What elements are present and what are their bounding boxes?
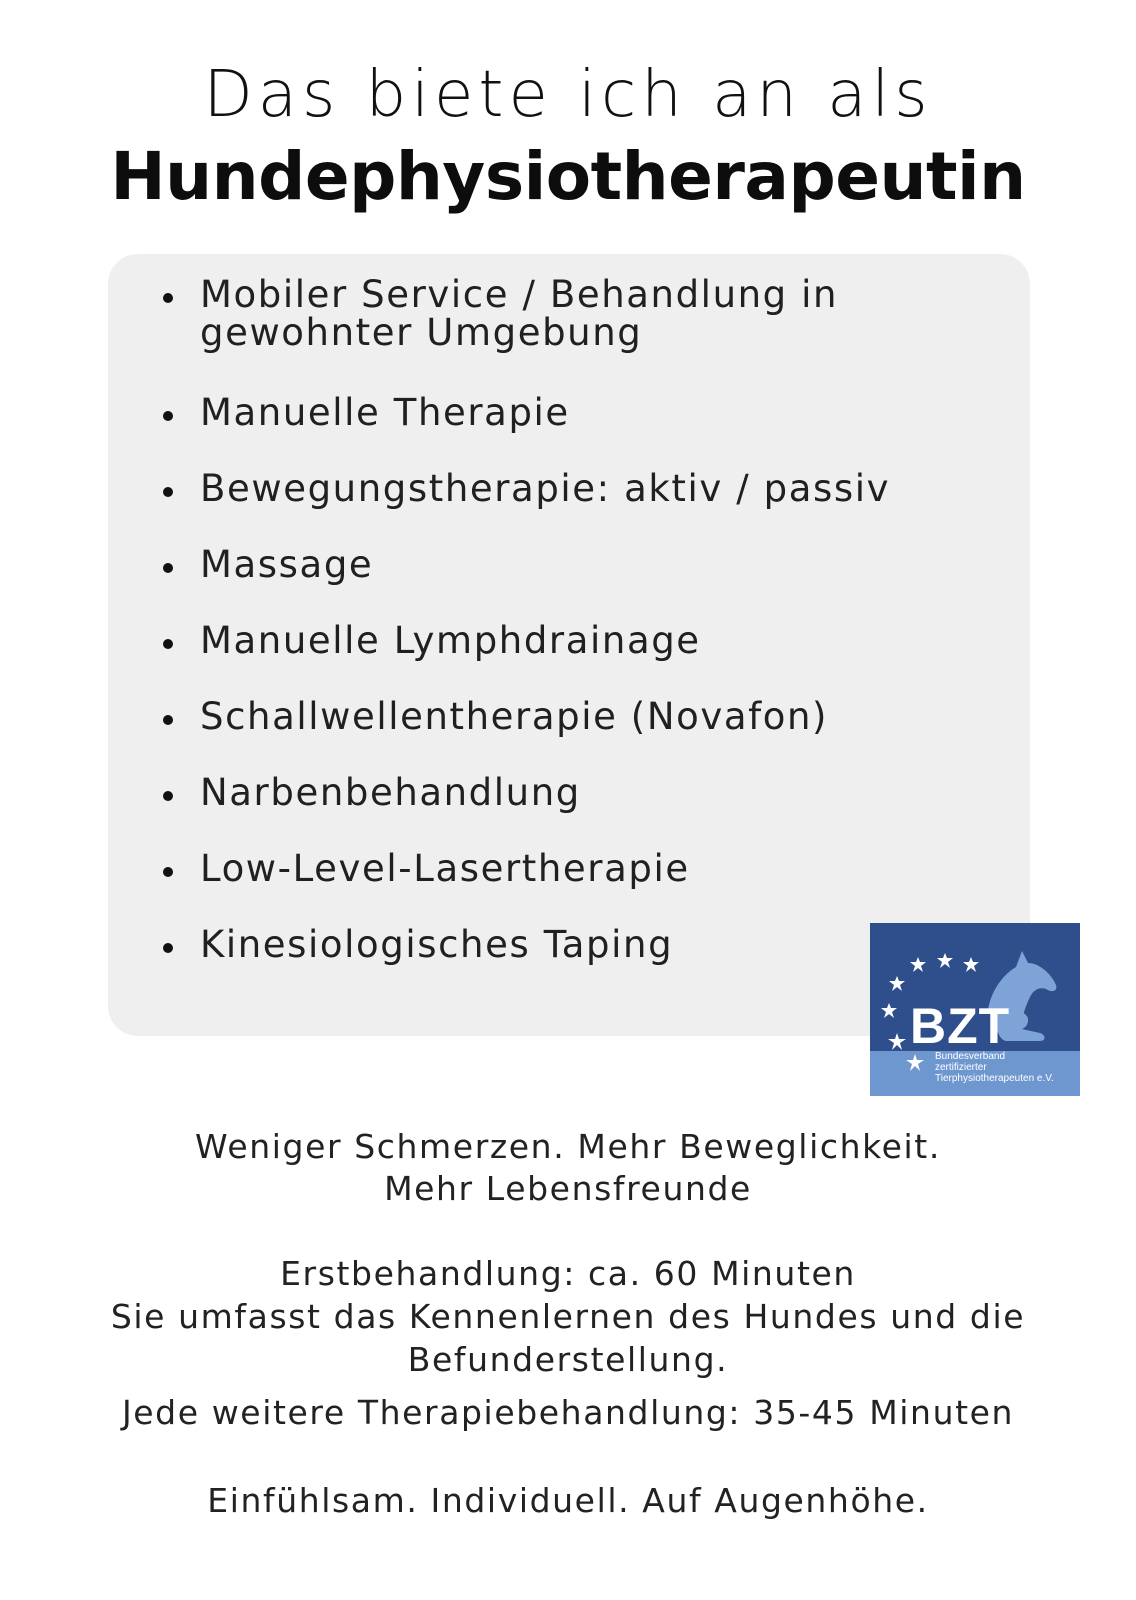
service-item-massage	[158, 543, 1018, 586]
service-item-label: Massage	[200, 543, 374, 586]
service-item-mobile	[158, 273, 1018, 354]
services-card	[108, 254, 1030, 1036]
logo-subtitle-line: Bundesverband	[935, 1051, 1006, 1062]
closing-slogan: Einfühlsam. Individuell. Auf Augenhöhe.	[207, 1481, 929, 1520]
services-list	[158, 273, 1018, 1002]
first-treatment-description: Sie umfasst das Kennenlernen des Hundes und die	[110, 1297, 1026, 1336]
first-treatment-duration: Erstbehandlung: ca. 60 Minuten	[280, 1254, 856, 1293]
service-item-label: Mobiler Service / Behandlung in	[200, 273, 839, 316]
service-item-movement-therapy	[158, 467, 1018, 510]
service-item-label: Kinesiologisches Taping	[200, 923, 674, 966]
further-treatment-info: Jede weitere Therapiebehandlung: 35-45 Minuten	[121, 1393, 1015, 1432]
tagline	[0, 1126, 1136, 1210]
logo-subtitle-line: zertifizierter	[935, 1062, 987, 1073]
first-treatment-description-continued: Befunderstellung.	[407, 1340, 729, 1379]
service-item-manual-therapy	[158, 391, 1018, 434]
service-item-laser-therapy	[158, 847, 1018, 890]
service-item-label: Low-Level-Lasertherapie	[200, 847, 690, 890]
service-item-label: Schallwellentherapie (Novafon)	[200, 695, 829, 738]
service-item-label: Manuelle Lymphdrainage	[200, 619, 701, 662]
logo-subtitle-line: Tierphysiotherapeuten e.V.	[935, 1073, 1054, 1084]
service-item-label: Manuelle Therapie	[200, 391, 570, 434]
service-item-scar-treatment	[158, 771, 1018, 814]
page-title-line1: Das biete ich an als	[203, 58, 933, 132]
tagline-line: Mehr Lebensfreunde	[384, 1169, 752, 1208]
first-treatment-info	[0, 1252, 1136, 1381]
service-item-label: Narbenbehandlung	[200, 771, 581, 814]
logo-abbreviation: BZT	[910, 998, 1011, 1054]
tagline-line: Weniger Schmerzen. Mehr Beweglichkeit.	[195, 1127, 941, 1166]
logo-subtitle	[935, 1051, 1080, 1084]
page-title-line2: Hundephysiotherapeutin	[110, 138, 1026, 215]
bzt-logo	[870, 923, 1080, 1096]
service-item-label: Bewegungstherapie: aktiv / passiv	[200, 467, 891, 510]
service-item-label-continued: gewohnter Umgebung	[200, 311, 643, 354]
service-item-soundwave-therapy	[158, 695, 1018, 738]
service-item-lymph-drainage	[158, 619, 1018, 662]
